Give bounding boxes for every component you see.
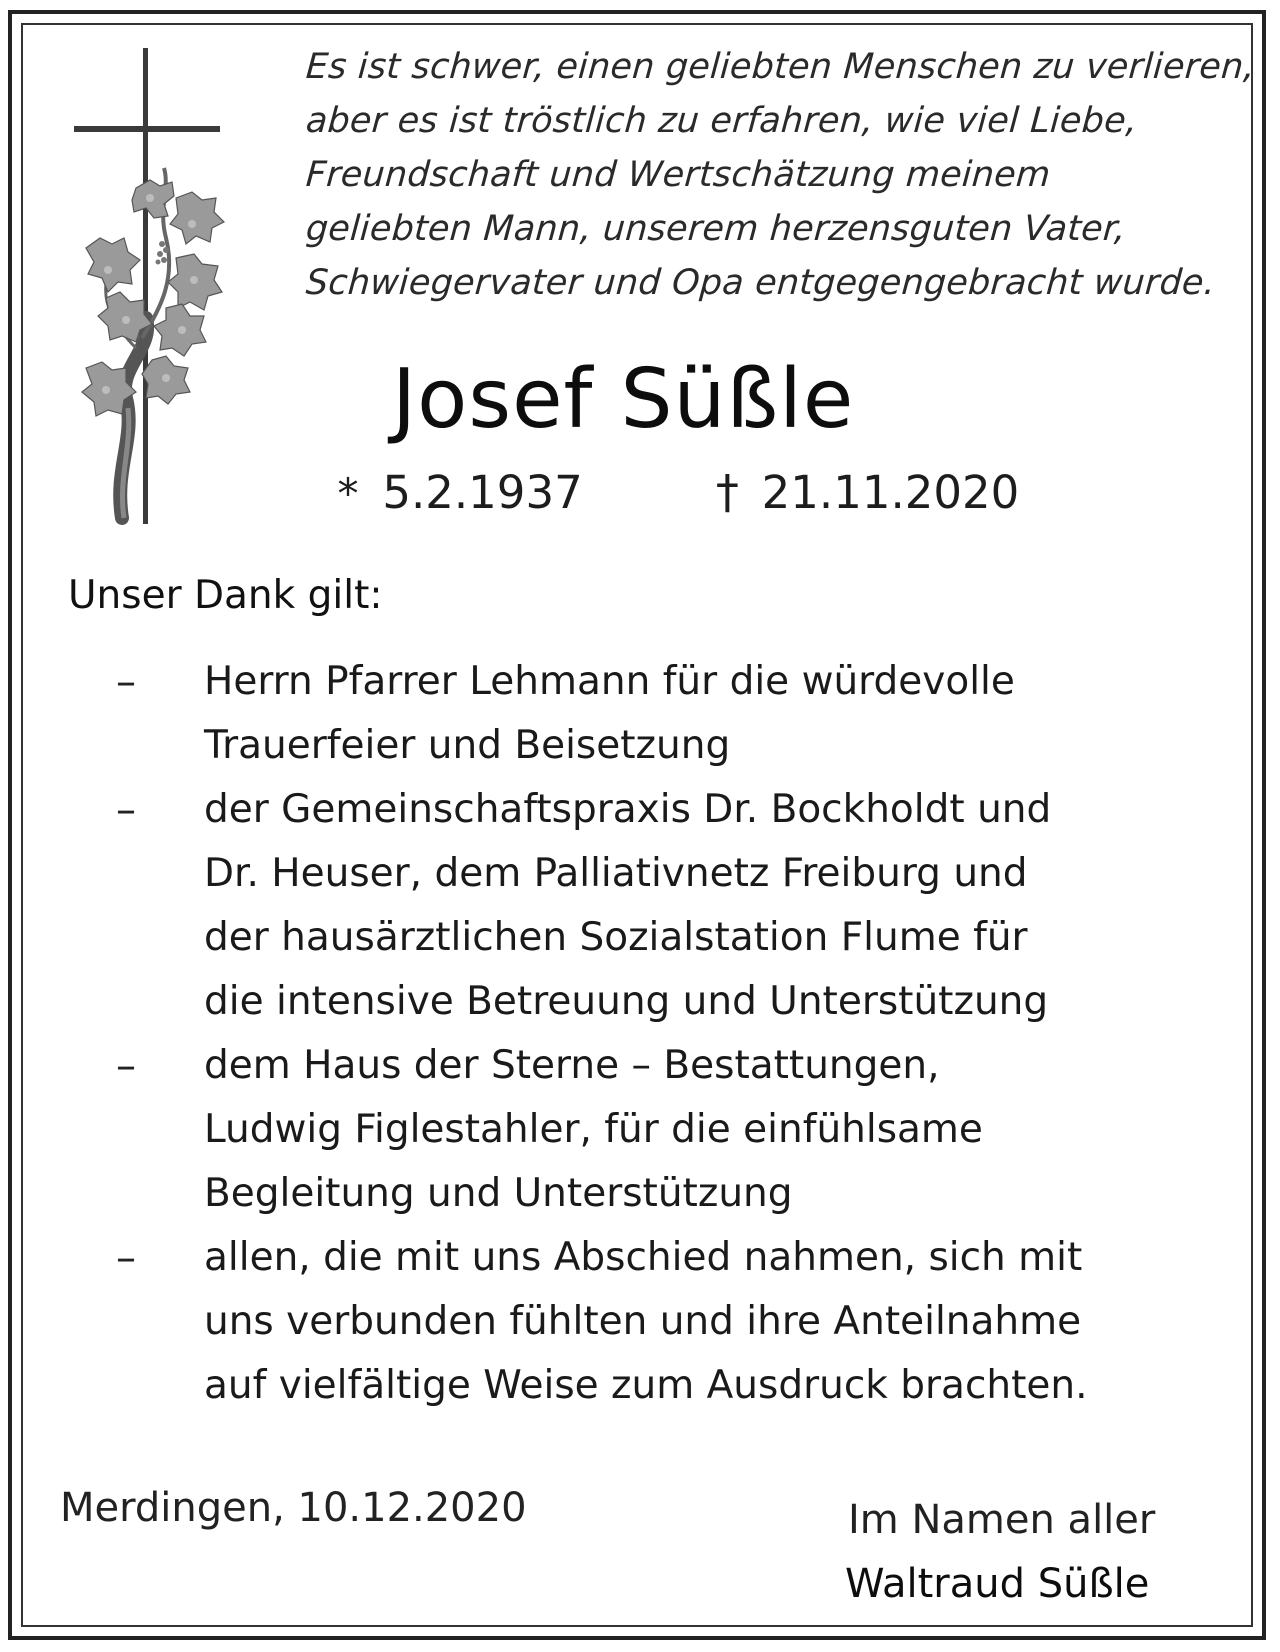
signature-intro: Im Namen aller: [848, 1497, 1156, 1543]
death-date: 21.11.2020: [761, 466, 1020, 519]
signature-name: Waltraud Süßle: [845, 1561, 1150, 1607]
death-cross-icon: †: [715, 465, 739, 519]
item-line: der Gemeinschaftspraxis Dr. Bockholdt und: [204, 787, 1052, 832]
dash-bullet: –: [116, 659, 136, 705]
quote-line: geliebten Mann, unserem herzensguten Vater,: [304, 209, 1128, 249]
dash-bullet: –: [116, 1043, 136, 1089]
quote-block: [304, 40, 1257, 310]
list-item: [116, 1034, 1196, 1226]
dash-bullet: –: [116, 787, 136, 833]
item-line: Herrn Pfarrer Lehmann für die würdevolle: [204, 659, 1015, 704]
item-line: der hausärztlichen Sozialstation Flume für: [204, 915, 1028, 960]
list-item: [116, 778, 1196, 1034]
dash-bullet: –: [116, 1235, 136, 1281]
quote-line: Freundschaft und Wertschätzung meinem: [304, 155, 1052, 195]
list-item: [116, 1226, 1196, 1418]
thanks-heading: Unser Dank gilt:: [68, 573, 383, 618]
quote-line: aber es ist tröstlich zu erfahren, wie viel Liebe,: [304, 101, 1139, 141]
deceased-name: Josef Süßle: [392, 352, 855, 447]
item-line: Dr. Heuser, dem Palliativnetz Freiburg und: [204, 851, 1028, 896]
item-line: Begleitung und Unterstützung: [204, 1171, 793, 1216]
item-line: Ludwig Figlestahler, für die einfühlsame: [204, 1107, 983, 1152]
cross-with-vine-icon: [66, 48, 266, 528]
birth-star-icon: *: [337, 469, 359, 518]
life-dates: [328, 462, 1019, 524]
list-item: [116, 650, 1196, 778]
thanks-list: [116, 650, 1196, 1418]
item-line: uns verbunden fühlten und ihre Anteilnahme: [204, 1299, 1082, 1344]
place-date: Merdingen, 10.12.2020: [60, 1485, 527, 1531]
quote-line: Schwiegervater und Opa entgegengebracht wurde.: [304, 263, 1217, 303]
quote-line: Es ist schwer, einen geliebten Menschen zu verlieren,: [304, 47, 1257, 87]
item-line: auf vielfältige Weise zum Ausdruck brachten.: [204, 1363, 1088, 1408]
item-line: allen, die mit uns Abschied nahmen, sich mit: [204, 1235, 1083, 1280]
birth-date: 5.2.1937: [382, 466, 583, 519]
item-line: dem Haus der Sterne – Bestattungen,: [204, 1043, 940, 1088]
item-line: Trauerfeier und Beisetzung: [204, 723, 731, 768]
item-line: die intensive Betreuung und Unterstützung: [204, 979, 1049, 1024]
